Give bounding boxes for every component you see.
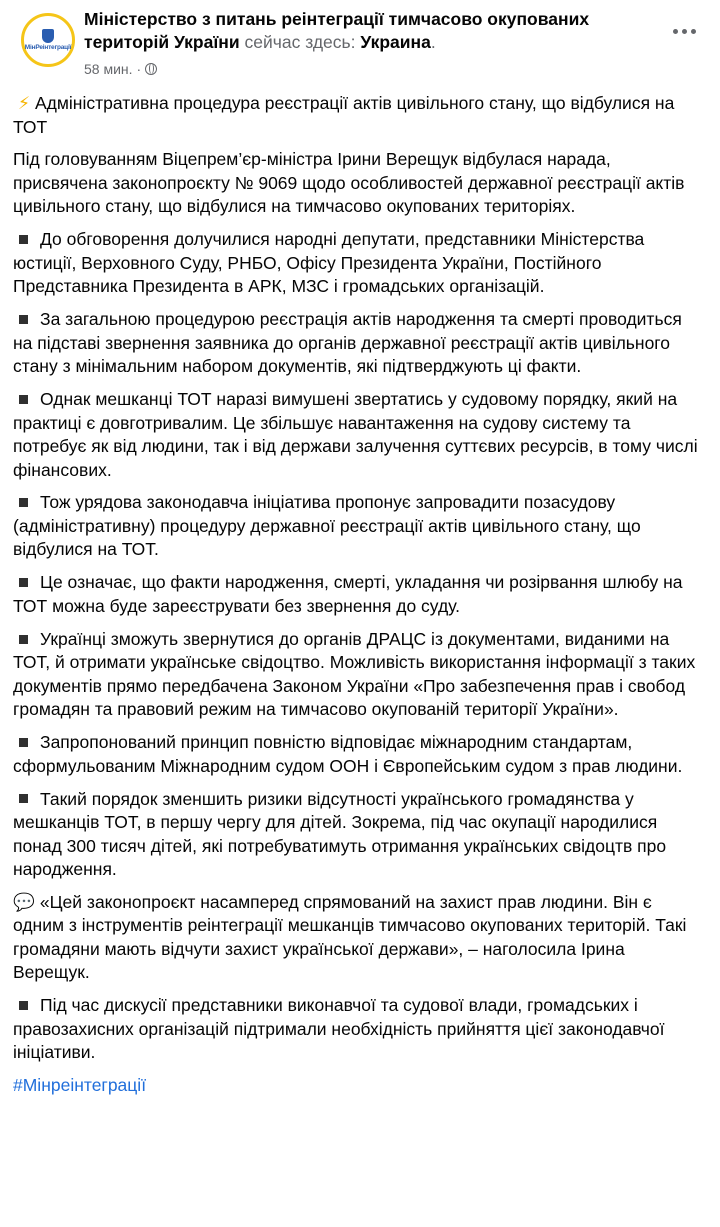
bullet-text: До обговорення долучилися народні депутати, представники Міністерства юстиції, Верховного Суду, РНБО, Офісу Президента України, Постійного Представника Президента в АРК, МЗС і громадських організацій. <box>13 229 645 297</box>
final-bullet-text: Під час дискусії представники виконавчої та судової влади, громадських і правозахисних організацій підтримали необхідність прийняття цієї законодавчої ініціативи. <box>13 995 665 1063</box>
location-link[interactable]: Украина <box>360 32 431 52</box>
bullet-text: Українці зможуть звернутися до органів ДРАЦС із документами, виданими на ТОТ, й отримати українське свідоцтво. Можливість використання інформації з таких документів прямо передбачена Законом України «Про забезпечення прав і свобод громадян та правовий режим на тимчасово окупованій території України». <box>13 628 696 720</box>
headline-text: Адміністративна процедура реєстрації актів цивільного стану, що відбулися на ТОТ <box>13 93 675 137</box>
page-name-link[interactable]: Міністерство з питань реінтеграції тимчасово окупованих територій України <box>84 9 590 52</box>
post-content <box>11 92 706 1098</box>
more-options-button[interactable] <box>666 16 702 46</box>
location-suffix: . <box>430 32 436 52</box>
trident-icon <box>42 29 54 43</box>
post-header <box>11 0 706 92</box>
square-bullet-icon <box>19 498 28 507</box>
hashtag-link[interactable]: #Мінреінтеграції <box>13 1075 147 1096</box>
square-bullet-icon <box>19 1001 28 1010</box>
checkin-label: сейчас здесь: <box>239 32 361 52</box>
square-bullet-icon <box>19 794 28 803</box>
square-bullet-icon <box>19 315 28 324</box>
post-meta <box>84 61 659 77</box>
bullet-paragraph <box>13 788 702 882</box>
square-bullet-icon <box>19 578 28 587</box>
more-dot <box>682 29 687 34</box>
meta-separator: · <box>136 61 142 77</box>
globe-icon[interactable] <box>145 63 157 75</box>
bullet-text: Тож урядова законодавча ініціатива пропонує запровадити позасудову (адміністративну) процедуру державної реєстрації актів цивільного стану, що відбулися на ТОТ. <box>13 492 641 560</box>
square-bullet-icon <box>19 738 28 747</box>
post-intro: Під головуванням Віцепрем’єр-міністра Ірини Верещук відбулася нарада, присвячена законопроєкту № 9069 щодо особливостей державної реєстрації актів цивільного стану, що відбулися на тимчасово окупованих територіях. <box>13 149 685 217</box>
speech-bubble-icon: 💬 <box>13 891 35 912</box>
avatar[interactable] <box>21 13 75 67</box>
bullet-paragraph <box>13 628 702 722</box>
bullet-paragraph <box>13 388 702 482</box>
quote-text: «Цей законопроєкт насамперед спрямований на захист прав людини. Він є одним з інструментів реінтеграції мешканців тимчасово окупованих територій. Такі громадяни мають відчути захист української держави», – наголосила Ірина Верещук. <box>13 891 687 983</box>
more-dot <box>691 29 696 34</box>
hashtag-line <box>13 1074 702 1098</box>
avatar-logo-text: МінРеінтеграції <box>24 43 72 51</box>
bullet-paragraph <box>13 731 702 778</box>
bullet-text: За загальною процедурою реєстрація актів народження та смерті проводиться на підставі звернення заявника до органів державної реєстрації актів цивільного стану з мінімальним набором документів, які підтверджують ці факти. <box>13 309 682 377</box>
post-timestamp[interactable]: 58 мин. <box>84 61 133 77</box>
square-bullet-icon <box>19 235 28 244</box>
square-bullet-icon <box>19 395 28 404</box>
bullet-paragraph <box>13 571 702 618</box>
page-title <box>84 8 659 54</box>
bullet-text: Такий порядок зменшить ризики відсутності українського громадянства у мешканців ТОТ, в першу чергу для дітей. Зокрема, під час окупації народилися понад 300 тисяч дітей, які потребуватимуть отримання українських свідоцтв про народження. <box>13 788 667 880</box>
post-title-block <box>84 8 659 77</box>
more-horizontal-icon <box>673 29 678 34</box>
lightning-icon: ⚡ <box>17 93 31 113</box>
post-quote <box>13 891 702 985</box>
post-headline <box>13 92 702 139</box>
bullet-paragraph <box>13 308 702 379</box>
final-bullet <box>13 994 702 1065</box>
bullet-list <box>13 228 702 881</box>
bullet-text: Однак мешканці ТОТ наразі вимушені звертатись у судовому порядку, який на практиці є довготривалим. Це збільшує навантаження на судову систему та потребує як від людини, так і від держави залучення суттєвих ресурсів, в тому числі фінансових. <box>13 389 698 480</box>
bullet-paragraph <box>13 491 702 562</box>
bullet-text: Це означає, що факти народження, смерті, укладання чи розірвання шлюбу на ТОТ можна буде зареєструвати без звернення до суду. <box>13 572 683 616</box>
bullet-paragraph <box>13 228 702 299</box>
square-bullet-icon <box>19 635 28 644</box>
bullet-text: Запропонований принцип повністю відповідає міжнародним стандартам, сформульованим Міжнародним судом ООН і Європейським судом з прав людини. <box>13 732 683 776</box>
